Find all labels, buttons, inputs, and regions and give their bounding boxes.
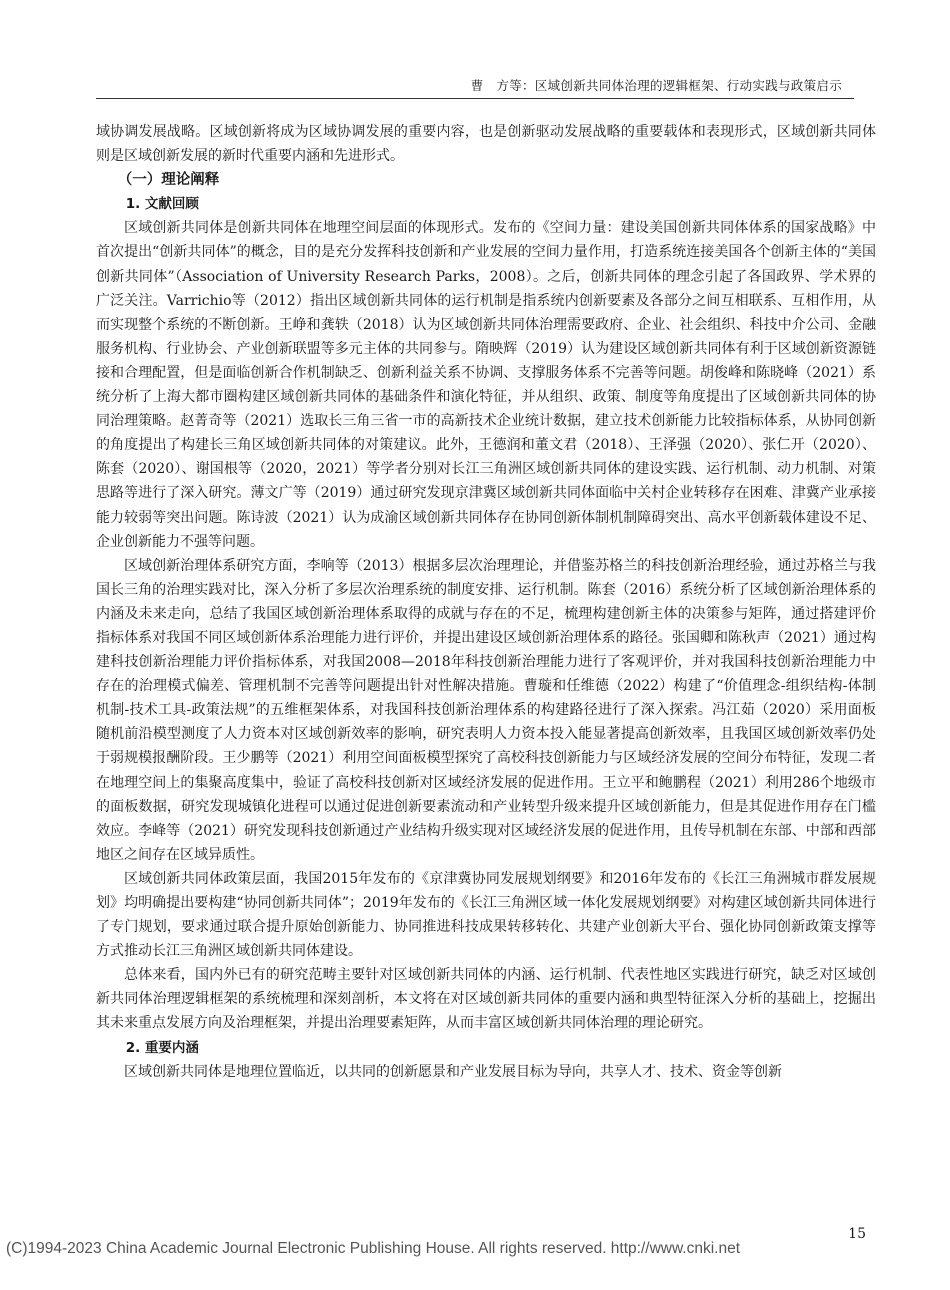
paragraph-governance-system: 区域创新治理体系研究方面，李响等（2013）根据多层次治理理论，并借鉴苏格兰的科技创新治理经验，通过苏格兰与我国长三角的治理实践对比，深入分析了多层次治理系统的制度安排、运行机制。陈套（2016）系统分析了区域创新治理体系的内涵及未来走向，总结了我国区域创新治理体系取得的成就与存在的不足，梳理构建创新主体的决策参与矩阵，通过搭建评价指标体系对我国不同区域创新体系治理能力进行评价，并提出建设区域创新治理体系的路径。张国卿和陈秋声（2021）通过构建科技创新治理能力评价指标体系，对我国2008—2018年科技创新治理能力进行了客观评价，并对我国科技创新治理能力中存在的治理模式偏差、管理机制不完善等问题提出针对性解决措施。曹璇和任维德（2022）构建了“价值理念-组织结构-体制机制-技术工具-政策法规”的五维框架体系，对我国科技创新治理体系的构建路径进行了深入探索。冯江茹（2020）采用面板随机前沿模型测度了人力资本对区域创新效率的影响，研究表明人力资本投入能显著提高创新效率，且我国区域创新效率仍处于弱规模报酬阶段。王少鹏等（2021）利用空间面板模型探究了高校科技创新能力与区域经济发展的空间分布特征，发现二者在地理空间上的集聚高度集中，验证了高校科技创新对区域经济发展的促进作用。王立平和鲍鹏程（2021）利用286个地级市的面板数据，研究发现城镇化进程可以通过促进创新要素流动和产业转型升级来提升区域创新能力，但是其促进作用存在门槛效应。李峰等（2021）研究发现科技创新通过产业结构升级实现对区域经济发展的促进作用，且传导机制在东部、中部和西部地区之间存在区域异质性。 <box>96 557 876 863</box>
subsection-heading-connotation: 2. 重要内涵 <box>125 1039 199 1056</box>
running-header <box>96 72 854 99</box>
paragraph-policy-level: 区域创新共同体政策层面，我国2015年发布的《京津冀协同发展规划纲要》和2016年发布的《长江三角洲城市群发展规划》均明确提出要构建“协同创新共同体”；2019年发布的《长江三角洲区域一体化发展规划纲要》对构建区域创新共同体进行了专门规划，要求通过联合提升原始创新能力、协同推进科技成果转移转化、共建产业创新大平台、强化协同创新政策支撑等方式推动长江三角洲区域创新共同体建设。 <box>96 870 876 960</box>
running-title: 曹 方等：区域创新共同体治理的逻辑框架、行动实践与政策启示 <box>470 78 842 93</box>
paragraph-literature-review: 区域创新共同体是创新共同体在地理空间层面的体现形式。发布的《空间力量：建设美国创新共同体体系的国家战略》中首次提出“创新共同体”的概念，目的是充分发挥科技创新和产业发展的空间力量作用，打造系统连接美国各个创新主体的“美国创新共同体”（Association of University Research Parks，2008）。之后，创新共同体的理念引起了各国政界、学术界的广泛关注。Varrichio等（2012）指出区域创新共同体的运行机制是指系统内创新要素及各部分之间互相联系、互相作用，从而实现整个系统的不断创新。王峥和龚轶（2018）认为区域创新共同体治理需要政府、企业、社会组织、科技中介公司、金融服务机构、行业协会、产业创新联盟等多元主体的共同参与。隋映辉（2019）认为建设区域创新共同体有利于区域创新资源链接和合理配置，但是面临创新合作机制缺乏、创新利益关系不协调、支撑服务体系不完善等问题。胡俊峰和陈晓峰（2021）系统分析了上海大都市圈构建区域创新共同体的基础条件和演化特征，并从组织、政策、制度等角度提出了区域创新共同体的协同治理策略。赵菁奇等（2021）选取长三角三省一市的高新技术企业统计数据，建立技术创新能力比较指标体系，从协同创新的角度提出了构建长三角区域创新共同体的对策建议。此外，王德润和董文君（2018）、王泽强（2020）、张仁开（2020）、陈套（2020）、谢国根等（2020，2021）等学者分别对长江三角洲区域创新共同体的建设实践、运行机制、动力机制、对策思路等进行了深入研究。薄文广等（2019）通过研究发现京津冀区域创新共同体面临中关村企业转移存在困难、津冀产业承接能力较弱等突出问题。陈诗波（2021）认为成渝区域创新共同体存在协同创新体制机制障碍突出、高水平创新载体建设不足、企业创新能力不强等问题。 <box>96 220 876 550</box>
page-number: 15 <box>848 1226 866 1242</box>
paragraph-connotation: 区域创新共同体是地理位置临近，以共同的创新愿景和产业发展目标为导向，共享人才、技术、资金等创新 <box>124 1063 782 1080</box>
section-heading: （一）理论阐释 <box>117 172 220 189</box>
intro-paragraph: 域协调发展战略。区域创新将成为区域协调发展的重要内容，也是创新驱动发展战略的重要载体和表现形式，区域创新共同体则是区域创新发展的新时代重要内涵和先进形式。 <box>96 124 876 165</box>
subsection-heading-literature-review: 1. 文献回顾 <box>125 196 199 213</box>
article-body <box>96 120 876 1084</box>
paragraph-summary: 总体来看，国内外已有的研究范畴主要针对区域创新共同体的内涵、运行机制、代表性地区实践进行研究，缺乏对区域创新共同体治理逻辑框架的系统梳理和深刻剖析，本文将在对区域创新共同体的重要内涵和典型特征深入分析的基础上，挖掘出其未来重点发展方向及治理框架，并提出治理要素矩阵，从而丰富区域创新共同体治理的理论研究。 <box>96 967 876 1032</box>
copyright-notice: (C)1994-2023 China Academic Journal Electronic Publishing House. All rights reserved. http://www.cnki.net <box>6 1240 741 1257</box>
